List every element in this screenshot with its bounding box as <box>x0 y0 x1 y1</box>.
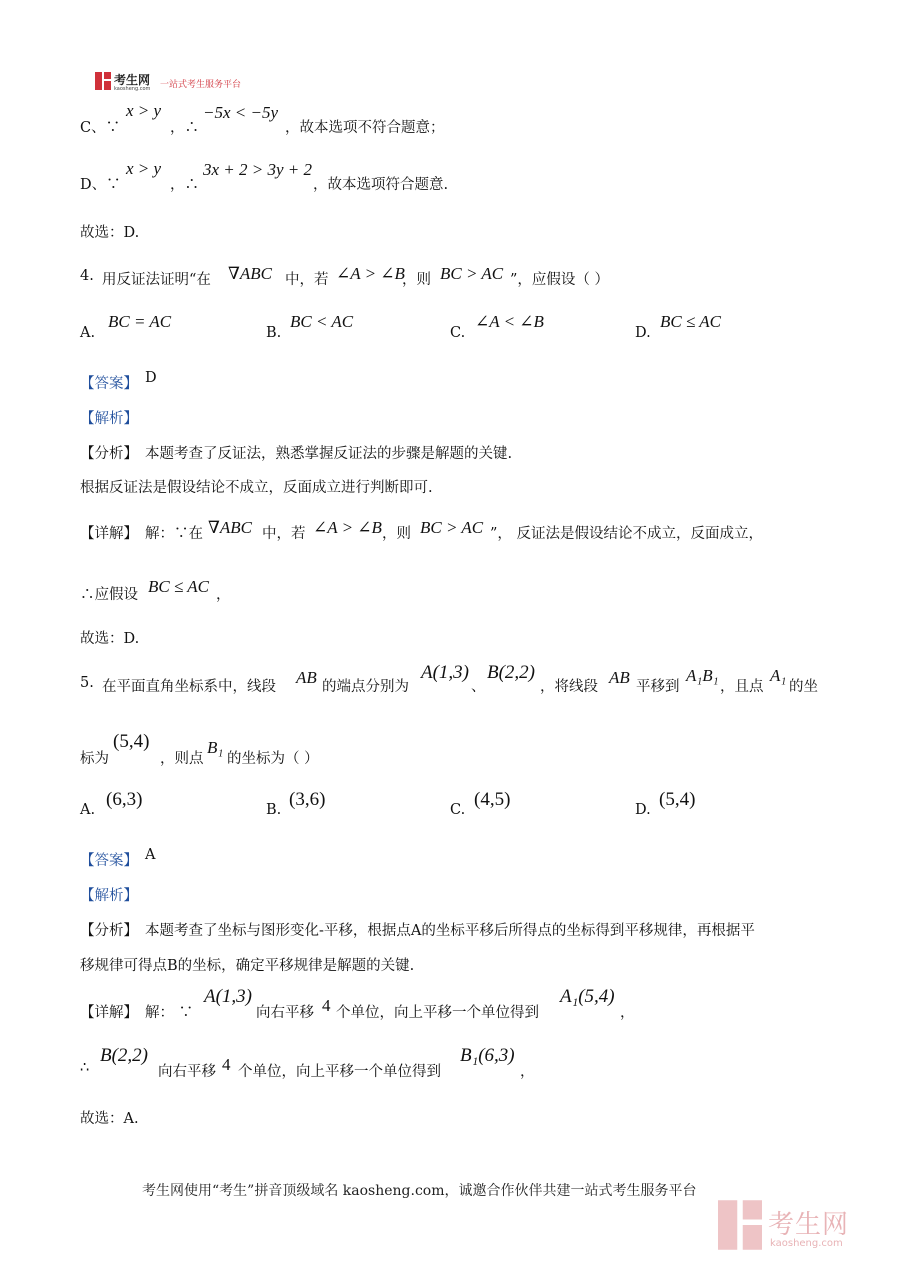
q4-analysis-tag: 【解析】 <box>80 411 138 427</box>
q5-choose: 故选：A. <box>80 1111 139 1127</box>
logo-slogan: 一站式考生服务平台 <box>160 80 242 90</box>
question-number: 4. <box>80 268 94 284</box>
watermark-url: kaosheng.com <box>770 1238 843 1249</box>
q5-fenxi-2: 移规律可得点B的坐标，确定平移规律是解题的关键. <box>80 958 415 974</box>
watermark-name: 考生网 <box>768 1210 850 1240</box>
watermark-logo-icon <box>718 1200 762 1250</box>
q4-choose: 故选：D. <box>80 631 140 647</box>
footer-text: 考生网使用“考生”拼音顶级域名 kaosheng.com，诚邀合作伙伴共建一站式考生服务平台 <box>142 1183 697 1199</box>
question-number: 5. <box>80 675 94 691</box>
q5-analysis-tag: 【解析】 <box>80 888 138 904</box>
kaosheng-logo-icon <box>95 72 111 90</box>
q4-fenxi-2: 根据反证法是假设结论不成立，反面成立进行判断即可. <box>80 480 433 496</box>
prev-choose: 故选：D. <box>80 225 140 241</box>
logo-name: 考生网 <box>114 73 151 87</box>
logo-domain: kaosheng.com <box>114 86 151 92</box>
